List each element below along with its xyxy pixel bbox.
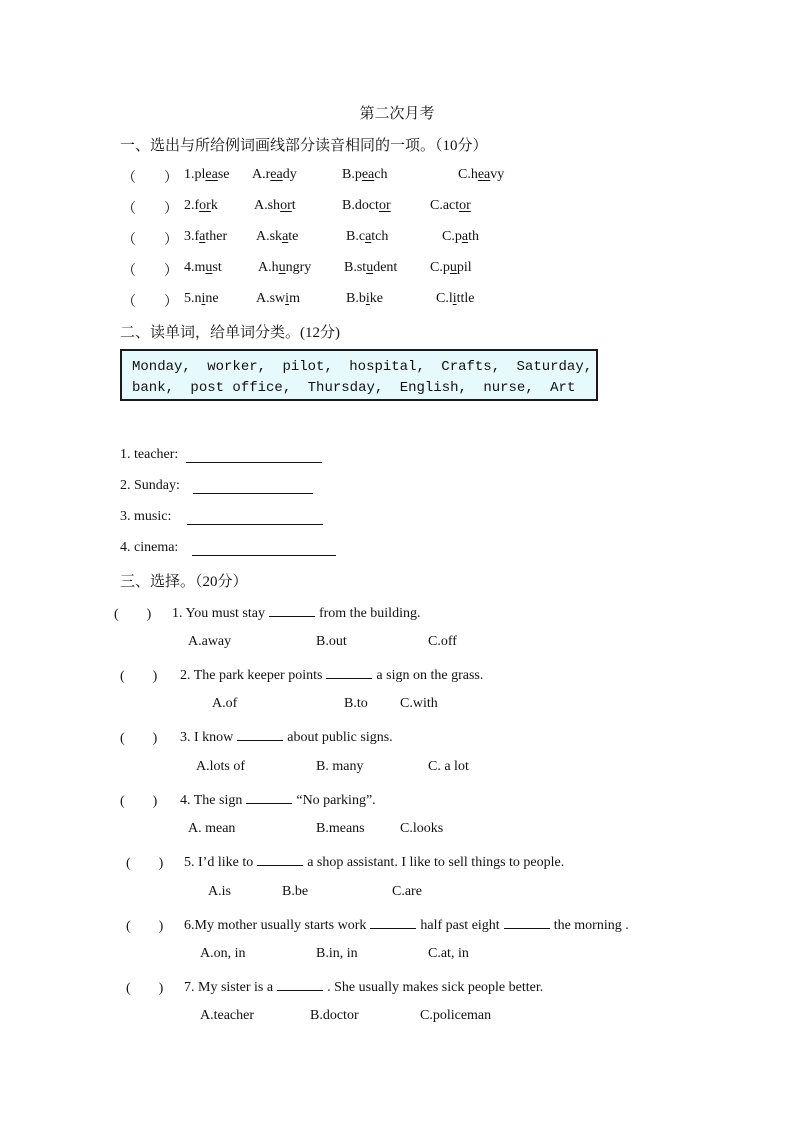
option-b: B.student bbox=[344, 260, 398, 275]
answer-paren[interactable]: ( ) bbox=[114, 607, 152, 622]
page-title: 第二次月考 bbox=[359, 106, 435, 122]
section2-heading: 二、读单词，给单词分类。(12分) bbox=[120, 325, 340, 341]
underlined-part: or bbox=[378, 198, 391, 213]
underlined-part: i bbox=[365, 291, 370, 306]
section1-heading: 一、选出与所给例词画线部分读音相同的一项。（10分） bbox=[120, 138, 488, 154]
choice-option: C.policeman bbox=[420, 1008, 492, 1023]
word-bank-item: hospital, bbox=[349, 359, 425, 375]
answer-paren[interactable]: （ ） bbox=[122, 202, 178, 217]
underlined-part: u bbox=[449, 260, 457, 275]
category-label: 3. music: bbox=[120, 509, 172, 524]
section3-heading: 三、选择。（20分） bbox=[120, 574, 248, 590]
fill-blank[interactable] bbox=[277, 977, 323, 991]
category-row-music bbox=[120, 509, 323, 525]
word-bank-item: Thursday, bbox=[307, 380, 384, 396]
answer-blank[interactable] bbox=[193, 479, 313, 494]
answer-paren[interactable]: （ ） bbox=[122, 171, 178, 186]
answer-blank[interactable] bbox=[186, 448, 322, 463]
choice-option: C.are bbox=[392, 884, 422, 899]
option-a: A.skate bbox=[256, 229, 299, 244]
answer-paren[interactable]: ( ) bbox=[120, 731, 158, 746]
choice-option: A.is bbox=[208, 884, 231, 899]
option-c: C.little bbox=[436, 291, 475, 306]
word-bank-item: Art bbox=[550, 380, 576, 396]
option-b: B.peach bbox=[342, 167, 388, 182]
fill-blank[interactable] bbox=[257, 852, 303, 866]
underlined-part: or bbox=[280, 198, 292, 213]
word-bank-item: pilot, bbox=[282, 359, 333, 375]
option-c: C.actor bbox=[430, 198, 471, 213]
option-b: B.catch bbox=[346, 229, 389, 244]
category-label: 4. cinema: bbox=[120, 540, 179, 555]
fill-blank[interactable] bbox=[504, 915, 550, 929]
choice-option: B.doctor bbox=[310, 1008, 359, 1023]
choice-option: C.at, in bbox=[428, 946, 469, 961]
example-word: 1.please bbox=[184, 167, 230, 182]
choice-option: A. mean bbox=[188, 821, 236, 836]
underlined-part: ea bbox=[477, 167, 491, 182]
choice-option: C. a lot bbox=[428, 759, 469, 774]
option-a: A.hungry bbox=[258, 260, 312, 275]
underlined-part: a bbox=[199, 229, 206, 244]
underlined-part: u bbox=[366, 260, 374, 275]
choice-option: C.with bbox=[400, 696, 438, 711]
option-c: C.pupil bbox=[430, 260, 472, 275]
choice-option: A.lots of bbox=[196, 759, 245, 774]
underlined-part: ea bbox=[361, 167, 375, 182]
option-c: C.path bbox=[442, 229, 479, 244]
answer-paren[interactable]: ( ) bbox=[126, 856, 164, 871]
choice-option: B.in, in bbox=[316, 946, 358, 961]
answer-blank[interactable] bbox=[187, 510, 323, 525]
answer-paren[interactable]: （ ） bbox=[122, 264, 178, 279]
category-row-teacher bbox=[120, 447, 322, 463]
underlined-part: i bbox=[452, 291, 457, 306]
option-a: A.swim bbox=[256, 291, 300, 306]
fill-blank[interactable] bbox=[326, 665, 372, 679]
underlined-part: a bbox=[461, 229, 469, 244]
category-row-cinema bbox=[120, 540, 336, 556]
word-bank-item: Monday, bbox=[132, 359, 191, 375]
example-word: 5.nine bbox=[184, 291, 219, 306]
underlined-part: or bbox=[199, 198, 211, 213]
choice-option: C.looks bbox=[400, 821, 444, 836]
underlined-part: i bbox=[201, 291, 206, 306]
choice-option: B.means bbox=[316, 821, 365, 836]
choice-option: A.away bbox=[188, 634, 232, 649]
underlined-part: u bbox=[278, 260, 286, 275]
option-b: B.bike bbox=[346, 291, 383, 306]
question-text: 5. I’d like to a shop assistant. I like to sell things to people. bbox=[184, 852, 564, 871]
option-a: A.ready bbox=[252, 167, 297, 182]
example-word: 3.father bbox=[184, 229, 228, 244]
word-bank-item: worker, bbox=[207, 359, 267, 375]
underlined-part: or bbox=[459, 198, 471, 213]
answer-paren[interactable]: ( ) bbox=[126, 919, 164, 934]
word-bank-item: English, bbox=[399, 380, 467, 396]
question-text: 6.My mother usually starts work half past eight the morning . bbox=[184, 915, 629, 934]
answer-paren[interactable]: ( ) bbox=[126, 981, 164, 996]
fill-blank[interactable] bbox=[237, 727, 283, 741]
fill-blank[interactable] bbox=[370, 915, 416, 929]
word-bank-row-1 bbox=[132, 357, 596, 378]
choice-option: B.be bbox=[282, 884, 309, 899]
example-word: 2.fork bbox=[184, 198, 218, 213]
category-label: 1. teacher: bbox=[120, 447, 179, 462]
underlined-part: i bbox=[285, 291, 290, 306]
fill-blank[interactable] bbox=[246, 790, 292, 804]
option-b: B.doctor bbox=[342, 198, 391, 213]
question-text: 2. The park keeper points a sign on the grass. bbox=[180, 665, 483, 684]
question-text: 1. You must stay from the building. bbox=[172, 603, 420, 622]
word-bank-box bbox=[120, 349, 598, 401]
choice-option: C.off bbox=[428, 634, 457, 649]
word-bank-item: Saturday, bbox=[516, 359, 593, 375]
category-row-sunday bbox=[120, 478, 313, 494]
underlined-part: u bbox=[205, 260, 213, 275]
answer-paren[interactable]: ( ) bbox=[120, 794, 158, 809]
choice-option: B.out bbox=[316, 634, 347, 649]
choice-option: A.on, in bbox=[200, 946, 246, 961]
question-text: 4. The sign “No parking”. bbox=[180, 790, 376, 809]
fill-blank[interactable] bbox=[269, 603, 315, 617]
choice-option: A.of bbox=[212, 696, 238, 711]
option-a: A.short bbox=[254, 198, 296, 213]
choice-option: B. many bbox=[316, 759, 364, 774]
underlined-part: a bbox=[282, 229, 289, 244]
answer-blank[interactable] bbox=[192, 541, 336, 556]
word-bank-item: Crafts, bbox=[441, 359, 501, 375]
underlined-part: a bbox=[365, 229, 372, 244]
word-bank-item: nurse, bbox=[483, 380, 534, 396]
category-label: 2. Sunday: bbox=[120, 478, 180, 493]
answer-paren[interactable]: （ ） bbox=[122, 295, 178, 310]
question-text: 7. My sister is a . She usually makes sick people better. bbox=[184, 977, 543, 996]
word-bank-item: post office, bbox=[190, 380, 292, 396]
answer-paren[interactable]: ( ) bbox=[120, 669, 158, 684]
choice-option: A.teacher bbox=[200, 1008, 255, 1023]
question-text: 3. I know about public signs. bbox=[180, 727, 393, 746]
word-bank-row-2 bbox=[132, 378, 596, 399]
option-c: C.heavy bbox=[458, 167, 505, 182]
answer-paren[interactable]: （ ） bbox=[122, 233, 178, 248]
choice-option: B.to bbox=[344, 696, 368, 711]
word-bank-item: bank, bbox=[132, 380, 175, 396]
underlined-part: ea bbox=[205, 167, 218, 182]
example-word: 4.must bbox=[184, 260, 222, 275]
underlined-part: ea bbox=[270, 167, 283, 182]
